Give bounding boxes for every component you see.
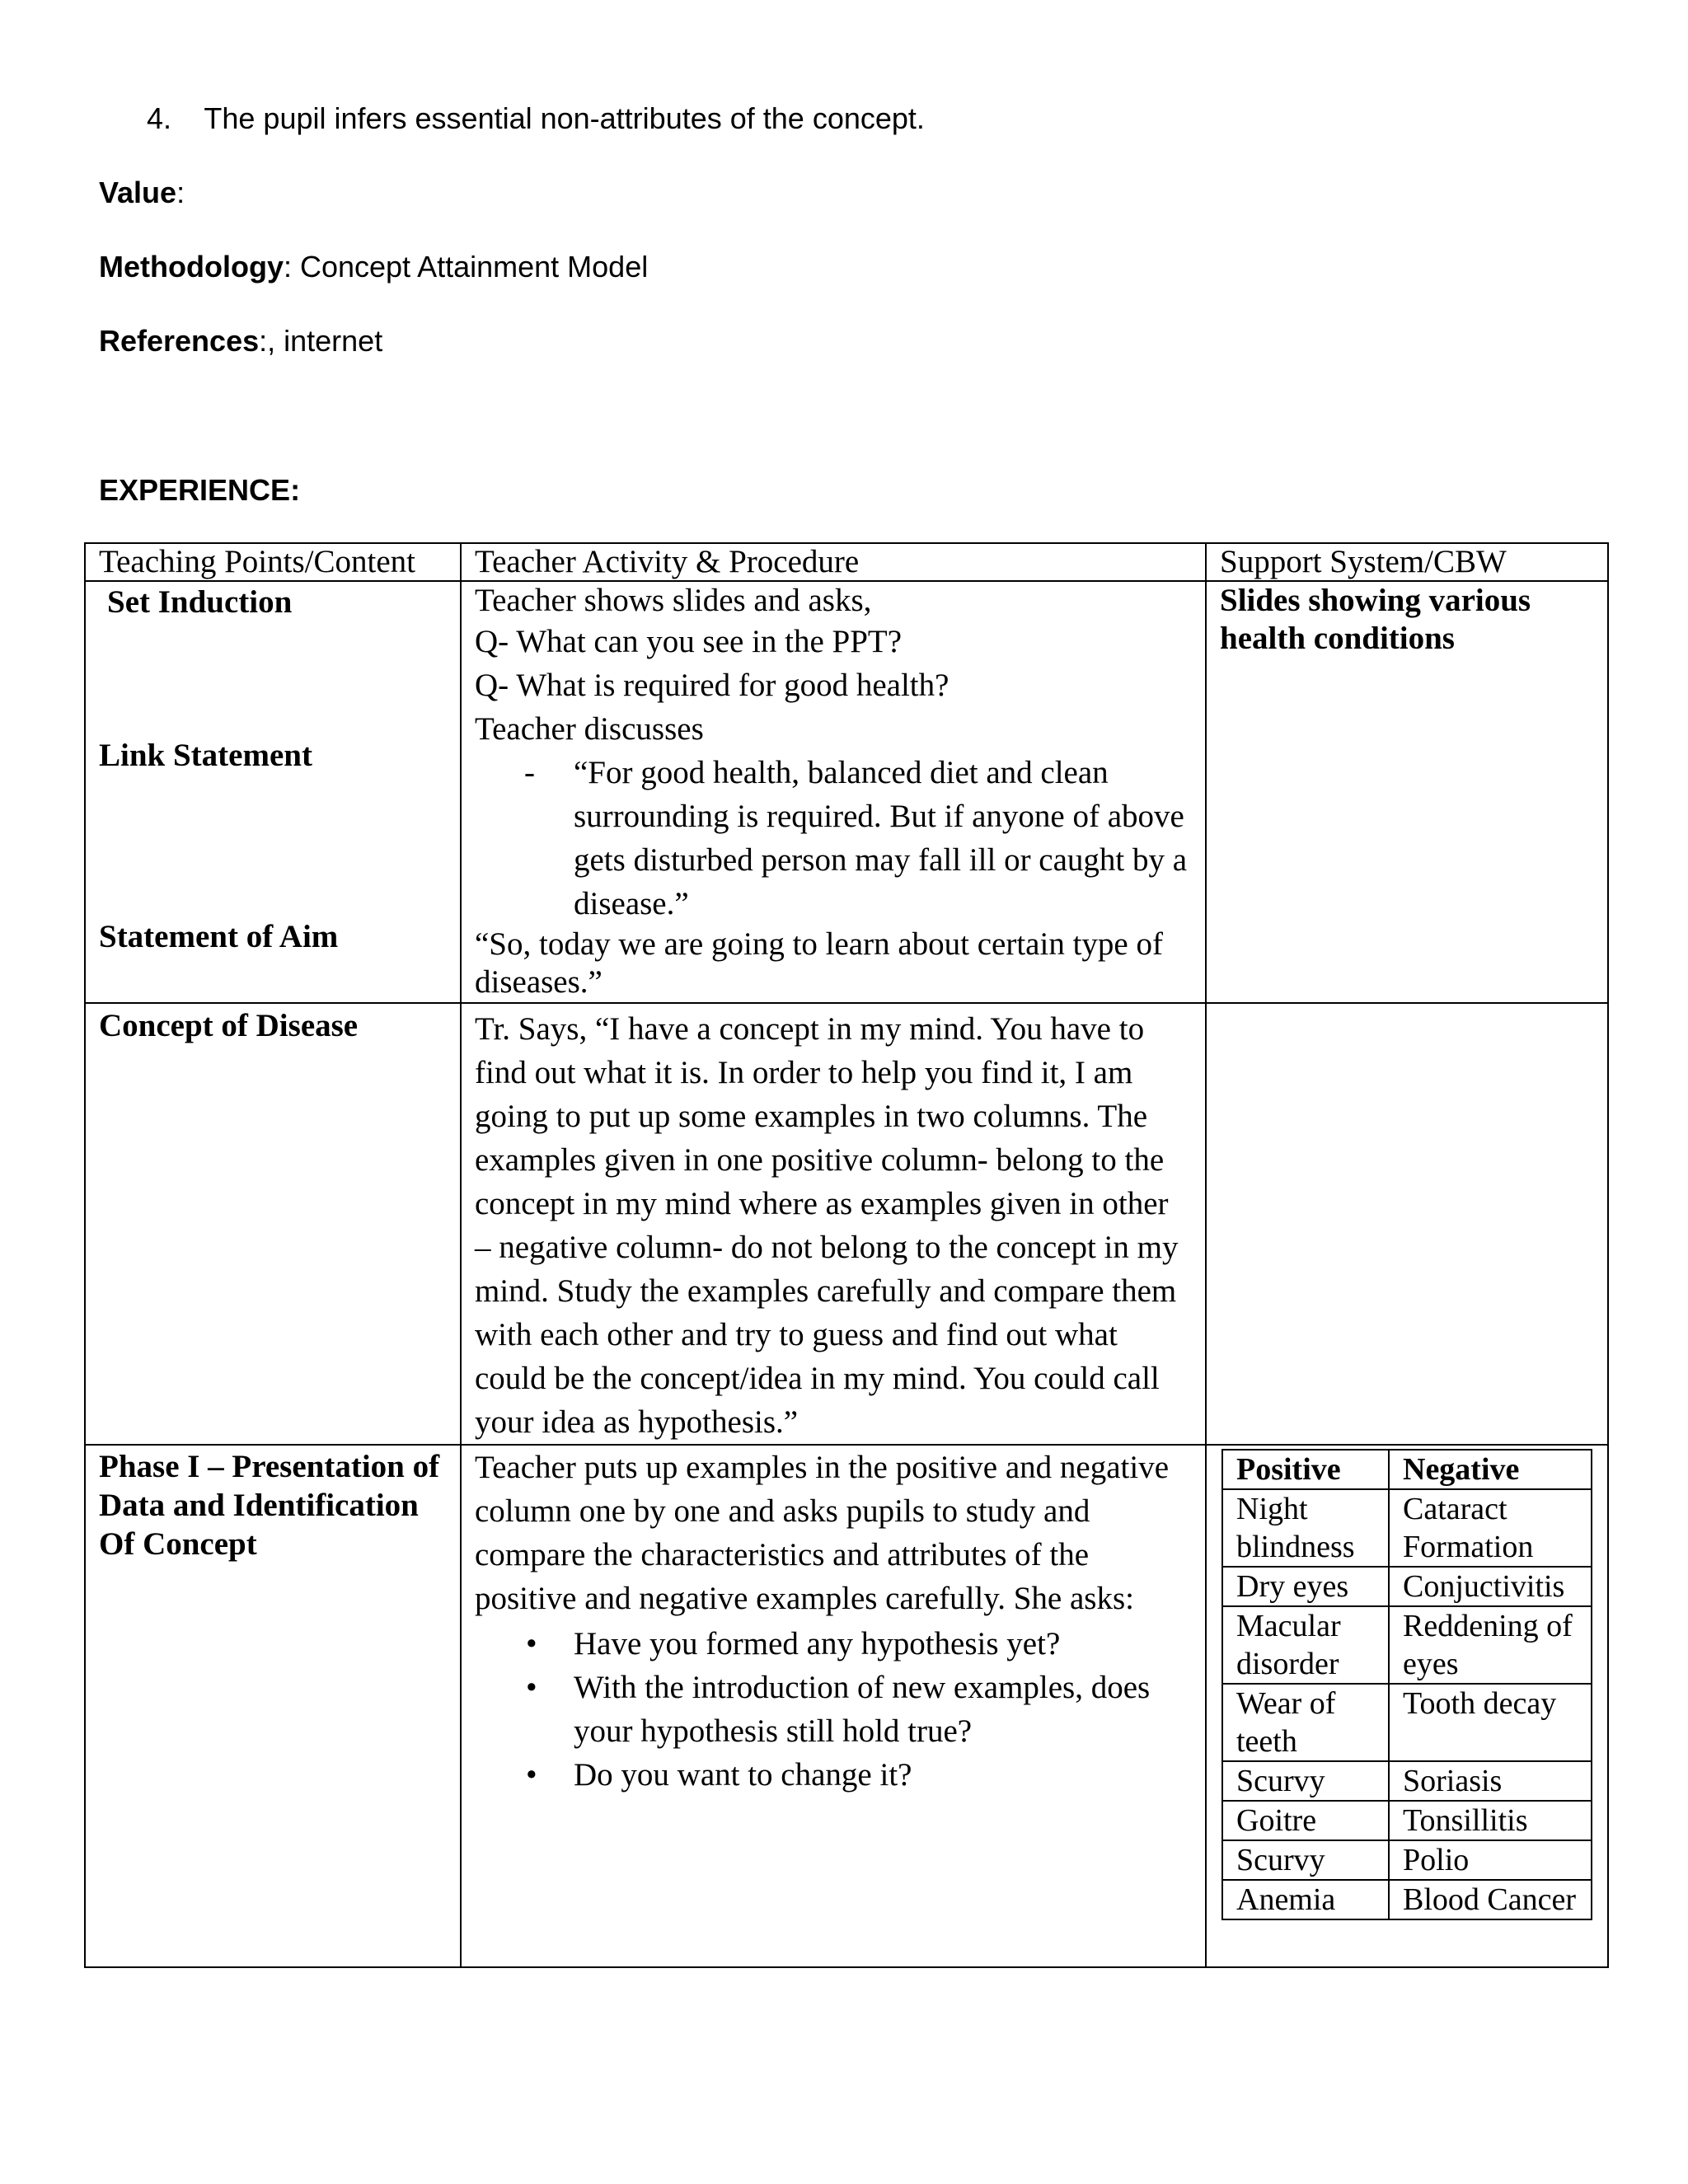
value-label: Value [99, 176, 177, 209]
question-item: • Do you want to change it? [475, 1753, 1192, 1797]
experience-heading: EXPERIENCE: [99, 473, 301, 507]
phase-1-intro: Teacher puts up examples in the positive and negative column one by one and asks pupils to study and compare the characteristics and attributes of the positive and negative examples carefully. She asks: [475, 1450, 1170, 1616]
positive-example: Scurvy [1222, 1840, 1389, 1880]
cell-points-intro [85, 581, 461, 1003]
example-row [1222, 1840, 1592, 1880]
activity-line: Q- What is required for good health? [475, 668, 950, 703]
table-row-phase-1 [85, 1445, 1608, 1967]
header-support-system: Support System/CBW [1206, 543, 1608, 581]
activity-line: Teacher discusses [475, 711, 704, 747]
positive-example: Anemia [1222, 1880, 1389, 1919]
table-row-concept [85, 1003, 1608, 1445]
negative-example: Soriasis [1389, 1761, 1592, 1801]
positive-example: Scurvy [1222, 1761, 1389, 1801]
positive-example: Macular disorder [1222, 1606, 1389, 1684]
negative-example: Blood Cancer [1389, 1880, 1592, 1919]
question-item: • Have you formed any hypothesis yet? [475, 1622, 1192, 1666]
phase-1-activity [461, 1445, 1206, 1967]
support-slides: Slides showing various health conditions [1206, 581, 1608, 1003]
example-row [1222, 1489, 1592, 1567]
example-row [1222, 1606, 1592, 1684]
lesson-plan-table [84, 542, 1609, 1968]
phase-1-support [1206, 1445, 1608, 1967]
objective-text: The pupil infers essential non-attributes of the concept. [204, 101, 925, 135]
methodology-text: : Concept Attainment Model [283, 250, 649, 284]
cell-activity-intro [461, 581, 1206, 1003]
positive-example: Goitre [1222, 1801, 1389, 1840]
negative-example: Reddening of eyes [1389, 1606, 1592, 1684]
positive-example: Wear of teeth [1222, 1684, 1389, 1761]
methodology-field [99, 249, 648, 285]
statement-of-aim-label: Statement of Aim [99, 919, 339, 954]
concept-activity-text: Tr. Says, “I have a concept in my mind. You have to find out what it is. In order to help you find it, I am going to put up some examples in two columns. The examples given in one positive column- belong to the concept in my mind where as examples given in other – negative column- do not belong to the concept in my mind. Study the examples carefully and compare them with each other and try to guess and find out what could be the concept/idea in my mind. You could call your idea as hypothesis.” [461, 1003, 1206, 1445]
example-row [1222, 1761, 1592, 1801]
references-label: References [99, 324, 260, 358]
negative-example: Polio [1389, 1840, 1592, 1880]
positive-example: Dry eyes [1222, 1567, 1389, 1606]
example-row [1222, 1567, 1592, 1606]
negative-example: Tonsillitis [1389, 1801, 1592, 1840]
positive-header: Positive [1222, 1450, 1389, 1489]
example-row [1222, 1880, 1592, 1919]
activity-line: Q- What can you see in the PPT? [475, 624, 903, 659]
references-field [99, 323, 382, 359]
table-header-row [85, 543, 1608, 581]
discussion-quote [475, 751, 1192, 926]
value-text: : [176, 176, 185, 209]
header-teacher-activity: Teacher Activity & Procedure [461, 543, 1206, 581]
methodology-label: Methodology [99, 250, 284, 284]
value-field [99, 175, 185, 211]
concept-of-disease-label: Concept of Disease [85, 1003, 461, 1445]
table-row-set-induction [85, 581, 1608, 1003]
negative-example: Cataract Formation [1389, 1489, 1592, 1567]
examples-header-row [1222, 1450, 1592, 1489]
question-item: • With the introduction of new examples, does your hypothesis still hold true? [475, 1666, 1192, 1753]
dash-mark: - [524, 755, 535, 790]
header-teaching-points: Teaching Points/Content [85, 543, 461, 581]
set-induction-label: Set Induction [107, 584, 293, 620]
example-row [1222, 1684, 1592, 1761]
negative-example: Tooth decay [1389, 1684, 1592, 1761]
objective-item-4 [147, 101, 925, 137]
examples-table [1221, 1449, 1592, 1920]
positive-example: Night blindness [1222, 1489, 1389, 1567]
question-list [475, 1622, 1192, 1797]
references-text: :, internet [259, 324, 383, 358]
aim-text: “So, today we are going to learn about certain type of diseases.” [475, 926, 1163, 1000]
link-statement-label: Link Statement [99, 738, 312, 773]
negative-header: Negative [1389, 1450, 1592, 1489]
negative-example: Conjuctivitis [1389, 1567, 1592, 1606]
quote-text: “For good health, balanced diet and clean surrounding is required. But if anyone of above gets disturbed person may fall ill or caught by a disease.” [574, 755, 1188, 921]
objective-number: 4. [147, 101, 172, 135]
phase-1-label: Phase I – Presentation of Data and Identification Of Concept [85, 1445, 461, 1967]
concept-support-empty [1206, 1003, 1608, 1445]
activity-line: Teacher shows slides and asks, [475, 583, 872, 618]
example-row [1222, 1801, 1592, 1840]
